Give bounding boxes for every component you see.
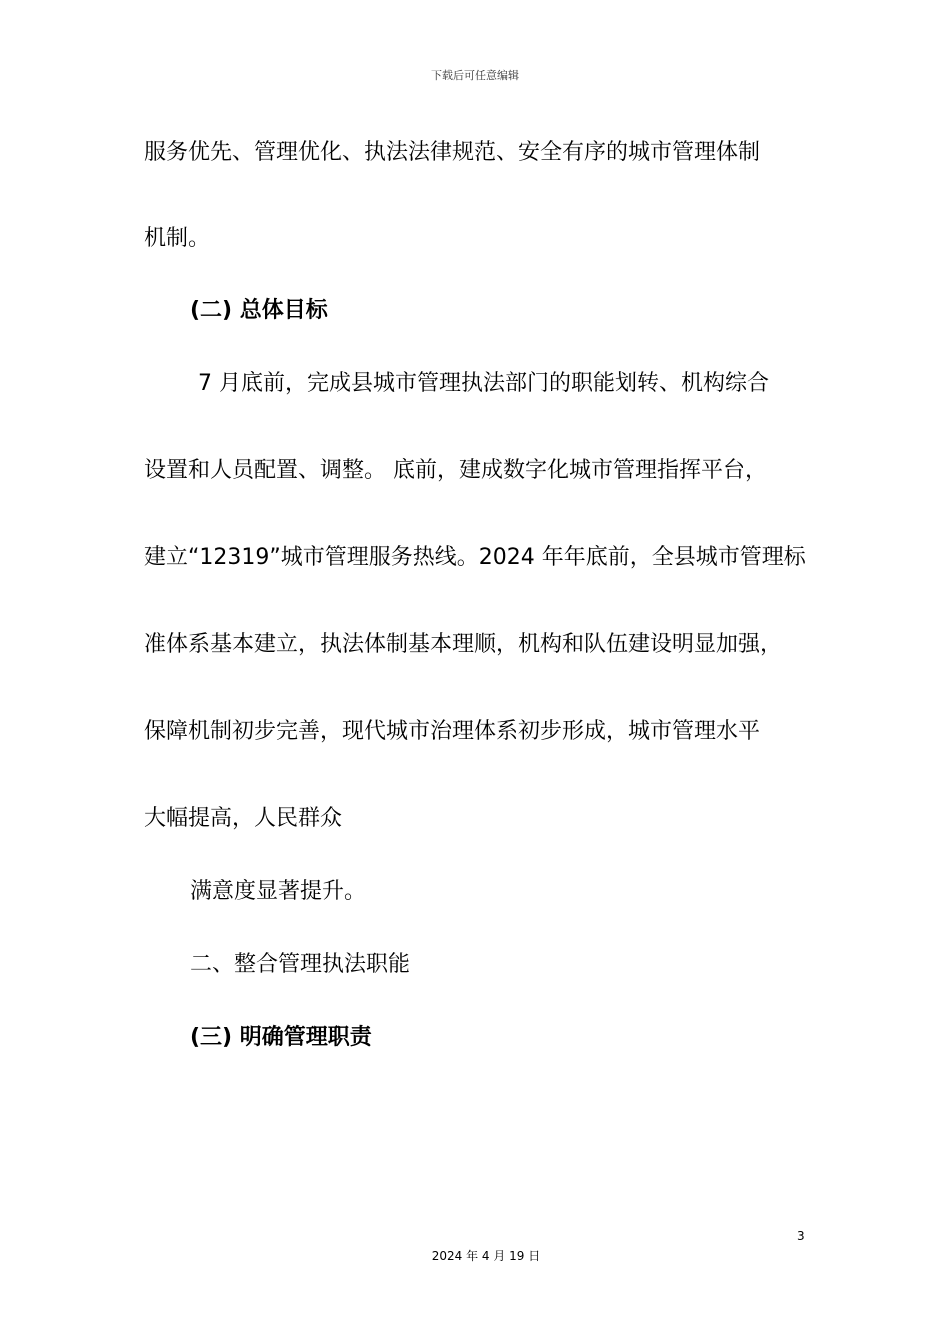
footer-date: 2024 年 4 月 19 日 xyxy=(431,1249,541,1263)
body-line-4: 设置和人员配置、调整。 底前，建成数字化城市管理指挥平台， xyxy=(144,458,767,483)
body-line-9: 满意度显著提升。 xyxy=(190,879,367,904)
body-line-1: 服务优先、管理优化、执法法律规范、安全有序的城市管理体制 xyxy=(144,140,761,165)
body-line-5: 建立“12319”城市管理服务热线。2024 年年底前，全县城市管理标 xyxy=(144,545,806,570)
body-line-7: 保障机制初步完善，现代城市治理体系初步形成，城市管理水平 xyxy=(144,719,761,744)
heading-overall-goal: (二) 总体目标 xyxy=(190,298,328,323)
body-line-6: 准体系基本建立，执法体制基本理顺，机构和队伍建设明显加强， xyxy=(144,632,783,657)
page-number: 3 xyxy=(797,1229,805,1243)
heading-clarify-duties: (三) 明确管理职责 xyxy=(190,1025,372,1050)
section-two-title: 二、整合管理执法职能 xyxy=(190,952,411,977)
body-line-8: 大幅提高，人民群众 xyxy=(144,806,343,831)
body-line-2: 机制。 xyxy=(144,226,211,251)
header-note: 下载后可任意编辑 xyxy=(431,69,519,82)
body-line-3: 7 月底前，完成县城市管理执法部门的职能划转、机构综合 xyxy=(198,371,769,396)
